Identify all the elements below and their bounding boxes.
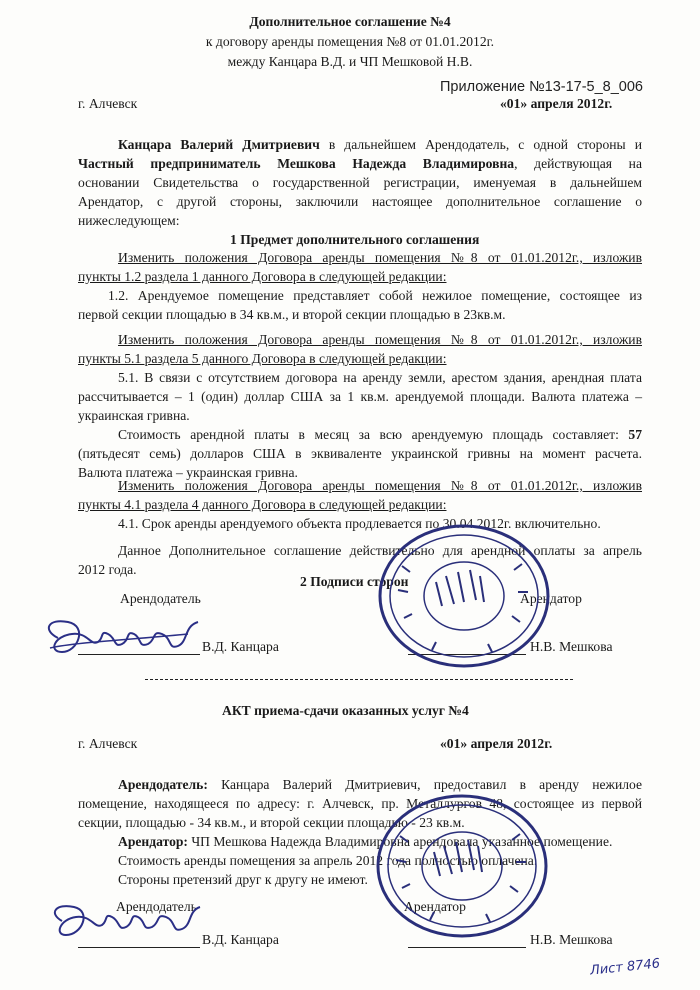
block1-text-2: первой секции площадью в 34 кв.м., и второй секции площадью в 23кв.м. <box>78 307 506 322</box>
section1-block-2 <box>78 330 642 482</box>
intro-line-2: , действующая на <box>514 156 642 171</box>
annex-number: Приложение №13-17-5_8_006 <box>440 79 643 95</box>
intro-line-1: в дальнейшем Арендодатель, с одной стороны и <box>319 137 642 152</box>
intro-line-3: основании Свидетельства о государственной регистрации, именуемая в дальнейшем <box>78 175 642 190</box>
block1-underlined-1: Изменить положения Договора аренды помещения №8 от 01.01.2012г., изложив <box>118 250 642 265</box>
doc-subtitle: к договору аренды помещения №8 от 01.01.2012г. <box>205 34 495 49</box>
act-tenant-signature-line <box>408 947 526 948</box>
act-tenant-signature-name: Н.В. Мешкова <box>530 932 613 947</box>
price-value: 57 <box>628 427 642 442</box>
act-line-1: Канцара Валерий Дмитриевич, предоставил в аренду нежилое <box>207 777 642 792</box>
landlord-name-bold: Канцара Валерий Дмитриевич <box>118 137 320 152</box>
act-line-6: Стороны претензий друг к другу не имеют. <box>118 872 368 887</box>
handwritten-note: Лист 8746 <box>589 956 661 979</box>
validity-line-2: 2012 года. <box>78 562 137 577</box>
act-city: г. Алчевск <box>78 736 138 751</box>
act-landlord-signature-name: В.Д. Канцара <box>202 932 279 947</box>
city: г. Алчевск <box>78 96 138 111</box>
block2-price-line-2: (пятьдесят семь) долларов США в эквиваленте украинской гривны на момент расчета. <box>78 446 642 461</box>
intro-line-4: Арендатор, с другой стороны, заключили настоящее дополнительное соглашение о <box>78 194 642 209</box>
block3-text-1: 4.1. Срок аренды арендуемого объекта продлевается по 30.04.2012г. включительно. <box>118 516 601 531</box>
doc-date: «01» апреля 2012г. <box>500 96 613 111</box>
block2-underlined-2: пункты 5.1 раздела 5 данного Договора в следующей редакции: <box>78 351 447 366</box>
landlord-signature-name: В.Д. Канцара <box>202 639 279 654</box>
block3-underlined-2: пункты 4.1 раздела 4 данного Договора в следующей редакции: <box>78 497 447 512</box>
block2-price-line-3: Валюта платежа – украинская гривна. <box>78 465 298 480</box>
section1-block-1 <box>78 248 642 324</box>
act-landlord-label: Арендодатель: <box>118 777 208 792</box>
block1-underlined-2: пункты 1.2 раздела 1 данного Договора в следующей редакции: <box>78 269 447 284</box>
company-seal <box>372 520 556 670</box>
tenant-signature-name: Н.В. Мешкова <box>530 639 613 654</box>
act-title: АКТ приема-сдачи оказанных услуг №4 <box>222 703 469 718</box>
block2-text-1: 5.1. В связи с отсутствием договора на аренду земли, арестом здания, арендная плата <box>118 370 642 385</box>
act-tenant-label-sign: Арендатор <box>404 899 466 914</box>
act-landlord-signature <box>44 897 204 947</box>
block1-text-1: 1.2. Арендуемое помещение представляет собой нежилое помещение, состоящее из <box>108 288 642 303</box>
doc-parties: между Канцара В.Д. и ЧП Мешковой Н.В. <box>227 54 473 69</box>
separator-dashed <box>145 679 573 680</box>
landlord-label: Арендодатель <box>120 591 201 606</box>
section1-block-3 <box>78 476 642 533</box>
tenant-name-bold: Частный предприниматель Мешкова Надежда Владимировна <box>78 156 515 171</box>
act-landlord-signature-line <box>78 947 200 948</box>
act-line-2: помещение, находящееся по адресу: г. Алчевск, пр. Металлургов 48, состоящее из первой <box>78 796 642 811</box>
act-tenant-label: Арендатор: <box>118 834 188 849</box>
block2-text-2: рассчитывается – 1 (один) доллар США за 1 кв.м. арендуемой площади. Валюта платежа – <box>78 389 642 404</box>
doc-title: Дополнительное соглашение №4 <box>249 14 451 29</box>
act-line-3: секции, площадью - 34 кв.м., и второй секции площадью - 23 кв.м. <box>78 815 465 830</box>
block2-price-line-1: Стоимость арендной платы в месяц за всю арендуемую площадь составляет: 57 <box>118 427 642 442</box>
landlord-signature <box>38 612 208 664</box>
act-paragraph <box>78 775 642 889</box>
block3-underlined-1: Изменить положения Договора аренды помещения №8 от 01.01.2012г., изложив <box>118 478 642 493</box>
act-line-5: Стоимость аренды помещения за апрель 2012 года полностью оплачена. <box>118 853 538 868</box>
validity-line-1: Данное Дополнительное соглашение действительно для арендной оплаты за апрель <box>118 543 642 558</box>
intro-line-5: нижеследующем: <box>78 213 180 228</box>
section1-heading: 1 Предмет дополнительного соглашения <box>230 232 480 247</box>
act-date: «01» апреля 2012г. <box>440 736 553 751</box>
act-line-4: ЧП Мешкова Надежда Владимировна арендовала указанное помещение. <box>187 834 613 849</box>
company-seal-act <box>370 790 554 940</box>
intro-paragraph <box>78 135 642 230</box>
act-landlord-label-sign: Арендодатель <box>116 899 197 914</box>
tenant-label: Арендатор <box>520 591 582 606</box>
block2-text-3: украинская гривна. <box>78 408 190 423</box>
section2-heading: 2 Подписи сторон <box>300 574 409 589</box>
block2-underlined-1: Изменить положения Договора аренды помещения №8 от 01.01.2012г., изложив <box>118 332 642 347</box>
